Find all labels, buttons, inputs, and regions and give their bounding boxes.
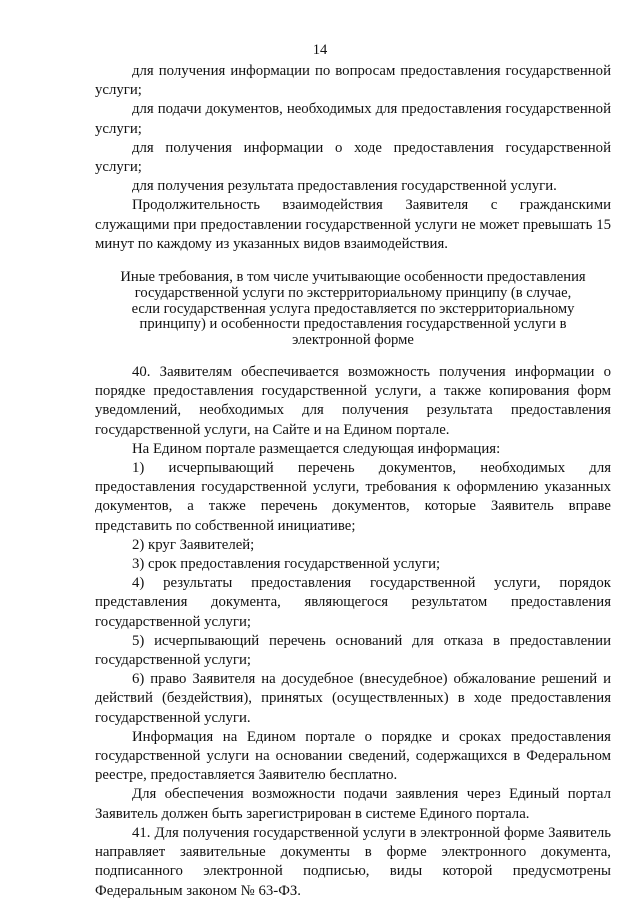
list-item <box>95 574 611 632</box>
paragraph-info-free: Информация на Едином портале о порядке и сроках предоставления государственной услуги на основании сведений, содержащихся в Федеральном реестре, предоставляется Заявителю бесплатно. <box>95 728 611 784</box>
list-item <box>95 459 611 536</box>
list-item-number: 1) <box>132 460 145 477</box>
list-item <box>95 670 611 728</box>
list-item <box>95 536 611 555</box>
portal-intro: На Едином портале размещается следующая информация: <box>132 440 501 457</box>
list-item-text: круг Заявителей; <box>148 536 255 553</box>
list-item-text: срок предоставления государственной услуги; <box>148 556 441 573</box>
line-documents-submission: для подачи документов, необходимых для предоставления государственной услуги; <box>95 101 611 137</box>
document-body <box>95 62 611 901</box>
list-item-text: исчерпывающий перечень документов, необходимых для предоставления государственной услуги, требования к оформлению указанных документов, а также перечень документов, которые Заявитель вправе представить по собственной инициативе; <box>95 460 612 534</box>
paragraph-41: 41. Для получения государственной услуги в электронной форме Заявитель направляет заявительные документы в форме электронного документа, подписанного электронной подписью, виды которой предусмотрены Федеральным законом № 63-ФЗ. <box>95 824 611 899</box>
list-item-number: 4) <box>132 575 145 592</box>
list-item-number: 3) <box>132 556 145 573</box>
list-item-text: исчерпывающий перечень оснований для отказа в предоставлении государственной услуги; <box>95 632 611 669</box>
list-item-number: 2) <box>132 536 145 553</box>
paragraph-40: 40. Заявителям обеспечивается возможность получения информации о порядке предоставления государственной услуги, а также копирования форм уведомлений, необходимых для получения результата предоставления государственной услуги, на Сайте и на Едином портале. <box>95 364 611 438</box>
page-number: 14 <box>312 42 328 58</box>
list-item <box>95 632 611 670</box>
list-item-number: 6) <box>132 671 145 688</box>
list-item-text: право Заявителя на досудебное (внесудебное) обжалование решений и действий (бездействия), принятых (осуществленных) в ходе предоставления государственной услуги. <box>95 671 611 726</box>
list-item-number: 5) <box>132 632 145 649</box>
section-heading: Иные требования, в том числе учитывающие особенности предоставления государственной услуги по экстерриториальному принципу (в случае, если государственная услуга предоставляется по экстерриториальному принципу) и особенности предоставления государственной услуги в электронной форме <box>120 269 586 349</box>
list-item-text: результаты предоставления государственной услуги, порядок представления документа, являющегося результатом предоставления государственной услуги; <box>95 575 611 630</box>
line-progress-info: для получения информации о ходе предоставления государственной услуги; <box>95 139 611 176</box>
duration-paragraph: Продолжительность взаимодействия Заявителя с гражданскими служащими при предоставлении государственной услуги не может превышать 15 минут по каждому из указанных видов взаимодействия. <box>95 197 611 252</box>
list-item <box>95 555 611 574</box>
line-info-questions: для получения информации по вопросам предоставления государственной услуги; <box>95 63 611 99</box>
line-result-receipt: для получения результата предоставления государственной услуги. <box>132 178 557 195</box>
paragraph-registration: Для обеспечения возможности подачи заявления через Единый портал Заявитель должен быть зарегистрирован в системе Единого портала. <box>95 786 611 822</box>
